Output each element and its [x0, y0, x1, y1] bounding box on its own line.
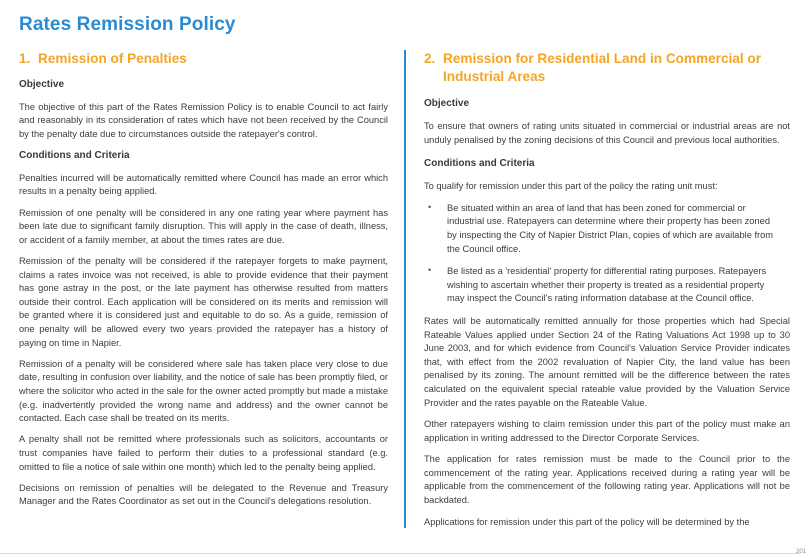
paragraph: Applications for remission under this part of the policy will be determined by the	[424, 516, 750, 527]
column-divider	[404, 50, 406, 528]
bullet-icon: •	[428, 265, 432, 276]
objective-label: Objective	[424, 98, 470, 109]
paragraph: Rates will be automatically remitted annually for those properties which had Special Rateable Values applied under Section 24 of the Rating Valuations Act 1998 up to 30 June 2003, and for which evidence from Council's Valuation Service Provider indicates that, with effect from the 2002 revaluation of Napier City, the land value has been penalised by its zoning. The amount remitted will be the difference between the rates calculated on the equivalent special rateable value provided by the Valuation Service Provider and the rates payable on the Rateable Value.	[424, 315, 790, 408]
section-number: 2.	[424, 51, 436, 66]
section-title: Remission of Penalties	[38, 51, 187, 66]
list-item	[424, 265, 790, 306]
page-number: 201	[795, 549, 806, 555]
section-title: Remission for Residential Land in Commercial or Industrial Areas	[443, 51, 762, 84]
criteria-label: Conditions and Criteria	[424, 158, 535, 170]
paragraph: Other ratepayers wishing to claim remission under this part of the policy must make an application in writing addressed to the Director Corporate Services.	[424, 419, 790, 443]
criteria-label: Conditions and Criteria	[19, 149, 130, 161]
section-residential-land-remission	[424, 50, 790, 537]
objective-label: Objective	[19, 78, 65, 90]
paragraph: Remission of the penalty will be considered if the ratepayer forgets to make payment, claims a rates invoice was not received, is able to provide evidence that their payment has gone astray in the post, or the late payment has otherwise resulted from matters outside their control. Each application will be considered on its merits and remission will be granted where it is considered just and equitable to do so. As a guide, remission of one penalty will be allowed every two years provided the ratepayer has a history of paying on time in Napier.	[19, 256, 388, 348]
section-remission-of-penalties	[19, 50, 388, 517]
section-number: 1.	[19, 51, 31, 66]
page-title: Rates Remission Policy	[19, 14, 236, 35]
paragraph: Penalties incurred will be automatically remitted where Council has made an error which results in a penalty being applied.	[19, 172, 388, 197]
criteria-intro: To qualify for remission under this part of the policy the rating unit must:	[424, 181, 718, 192]
paragraph: Decisions on remission of penalties will be delegated to the Revenue and Treasury Manager and the Rates Coordinator as set out in the Council's delegations resolution.	[19, 482, 388, 507]
section-heading	[424, 50, 790, 85]
paragraph: A penalty shall not be remitted where professionals such as solicitors, accountants or trust companies have failed to perform their duties to a professional standard (e.g. omitted to file a notice of sale within one month) which led to the penalty being applied.	[19, 434, 388, 472]
objective-text: To ensure that owners of rating units situated in commercial or industrial areas are not unduly penalised by the zoning decisions of this Council and previous local authorities.	[424, 121, 790, 145]
list-item-text: Be listed as a 'residential' property for differential rating purposes. Ratepayers wishing to ascertain whether their property is treated as a residential property may inspect the Council's rating information database at the Council office.	[447, 266, 767, 304]
footer-rule	[0, 553, 800, 554]
criteria-list	[424, 202, 790, 306]
paragraph: Remission of a penalty will be considered where sale has taken place very close to due date, resulting in confusion over liability, and the notice of sale has been promptly filed, or where the solicitor who acted in the sale for the owner acted promptly but made a mistake (e.g. inadvertently provided the wrong name and address) and the owner cannot be contacted. Each case shall be treated on its merits.	[19, 358, 388, 424]
list-item	[424, 202, 790, 256]
paragraph: The application for rates remission must be made to the Council prior to the commencement of the rating year. Applications received during a rating year will be applicable from the commencement of the following rating year. Applications will not be backdated.	[424, 454, 790, 506]
list-item-text: Be situated within an area of land that has been zoned for commercial or industrial use. Ratepayers can determine where their property has been zoned by inspecting the City of Napier District Plan, copies of which are available from the Council office.	[447, 202, 774, 254]
section-heading	[19, 50, 388, 68]
paragraph: Remission of one penalty will be considered in any one rating year where payment has been late due to significant family disruption. This will apply in the case of death, illness, or accident of a family member, at about the times rates are due.	[19, 207, 388, 245]
objective-text: The objective of this part of the Rates Remission Policy is to enable Council to act fairly and reasonably in its consideration of rates which have not been received by the Council by the penalty date due to circumstances outside the ratepayer's control.	[19, 101, 388, 139]
bullet-icon: •	[428, 201, 432, 212]
